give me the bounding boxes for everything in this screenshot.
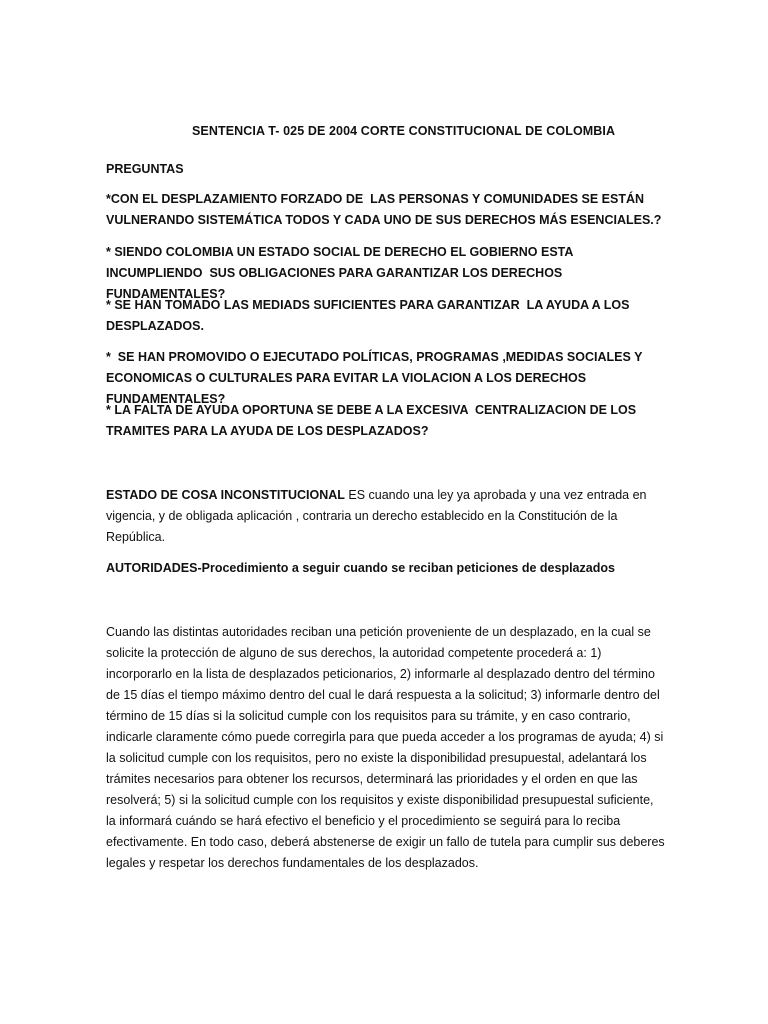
question-2: * SIENDO COLOMBIA UN ESTADO SOCIAL DE DERECHO EL GOBIERNO ESTA INCUMPLIENDO SUS OBLIGACIONES PARA GARANTIZAR LOS DERECHOS FUNDAMENTALES? [106,245,577,301]
question-4: * SE HAN PROMOVIDO O EJECUTADO POLÍTICAS, PROGRAMAS ,MEDIDAS SOCIALES Y ECONOMICAS O CULTURALES PARA EVITAR LA VIOLACION A LOS DERECHOS FUNDAMENTALES? [106,350,646,406]
document-title: SENTENCIA T- 025 DE 2004 CORTE CONSTITUCIONAL DE COLOMBIA [192,124,616,138]
estado-label: ESTADO DE COSA INCONSTITUCIONAL [106,488,345,502]
procedure-paragraph: Cuando las distintas autoridades reciban una petición proveniente de un desplazado, en la cual se solicite la protección de alguno de sus derechos, la autoridad competente procederá a: 1) incorporarlo en la lista de desplazados peticionarios, 2) informarle al desplazado dentro del término de 15 días el tiempo máximo dentro del cual le dará respuesta a la solicitud; 3) informarle dentro del término de 15 días si la solicitud cumple con los requisitos para su trámite, y en caso contrario, indicarle claramente cómo puede corregirla para que pueda acceder a los programas de ayuda; 4) si la solicitud cumple con los requisitos, pero no existe la disponibilidad presupuestal, adelantará los trámites necesarios para obtener los recursos, determinará las prioridades y el orden en que las resolverá; 5) si la solicitud cumple con los requisitos y existe disponibilidad presupuestal suficiente, la informará cuándo se hará efectivo el beneficio y el procedimiento se seguirá para lo reciba efectivamente. En todo caso, deberá abstenerse de exigir un fallo de tutela para cumplir sus deberes legales y respetar los derechos fundamentales de los desplazados. [106,625,665,870]
autoridades-label: AUTORIDADES [106,561,198,575]
question-3: * SE HAN TOMADO LAS MEDIADS SUFICIENTES PARA GARANTIZAR LA AYUDA A LOS DESPLAZADOS. [106,298,633,333]
estado-text: ES cuando una ley ya aprobada y una vez entrada en vigencia, y de obligada aplicación , contraria un derecho establecido en la Constitución de la República. [106,488,647,544]
autoridades-text: -Procedimiento a seguir cuando se reciban peticiones de desplazados [197,561,615,575]
estado-paragraph [106,485,666,548]
question-1: *CON EL DESPLAZAMIENTO FORZADO DE LAS PERSONAS Y COMUNIDADES SE ESTÁN VULNERANDO SISTEMÁTICA TODOS Y CADA UNO DE SUS DERECHOS MÁS ESENCIALES.? [106,192,662,227]
question-5: * LA FALTA DE AYUDA OPORTUNA SE DEBE A LA EXCESIVA CENTRALIZACION DE LOS TRAMITES PARA LA AYUDA DE LOS DESPLAZADOS? [106,403,640,438]
autoridades-paragraph [106,558,666,579]
questions-heading: PREGUNTAS [106,162,184,176]
